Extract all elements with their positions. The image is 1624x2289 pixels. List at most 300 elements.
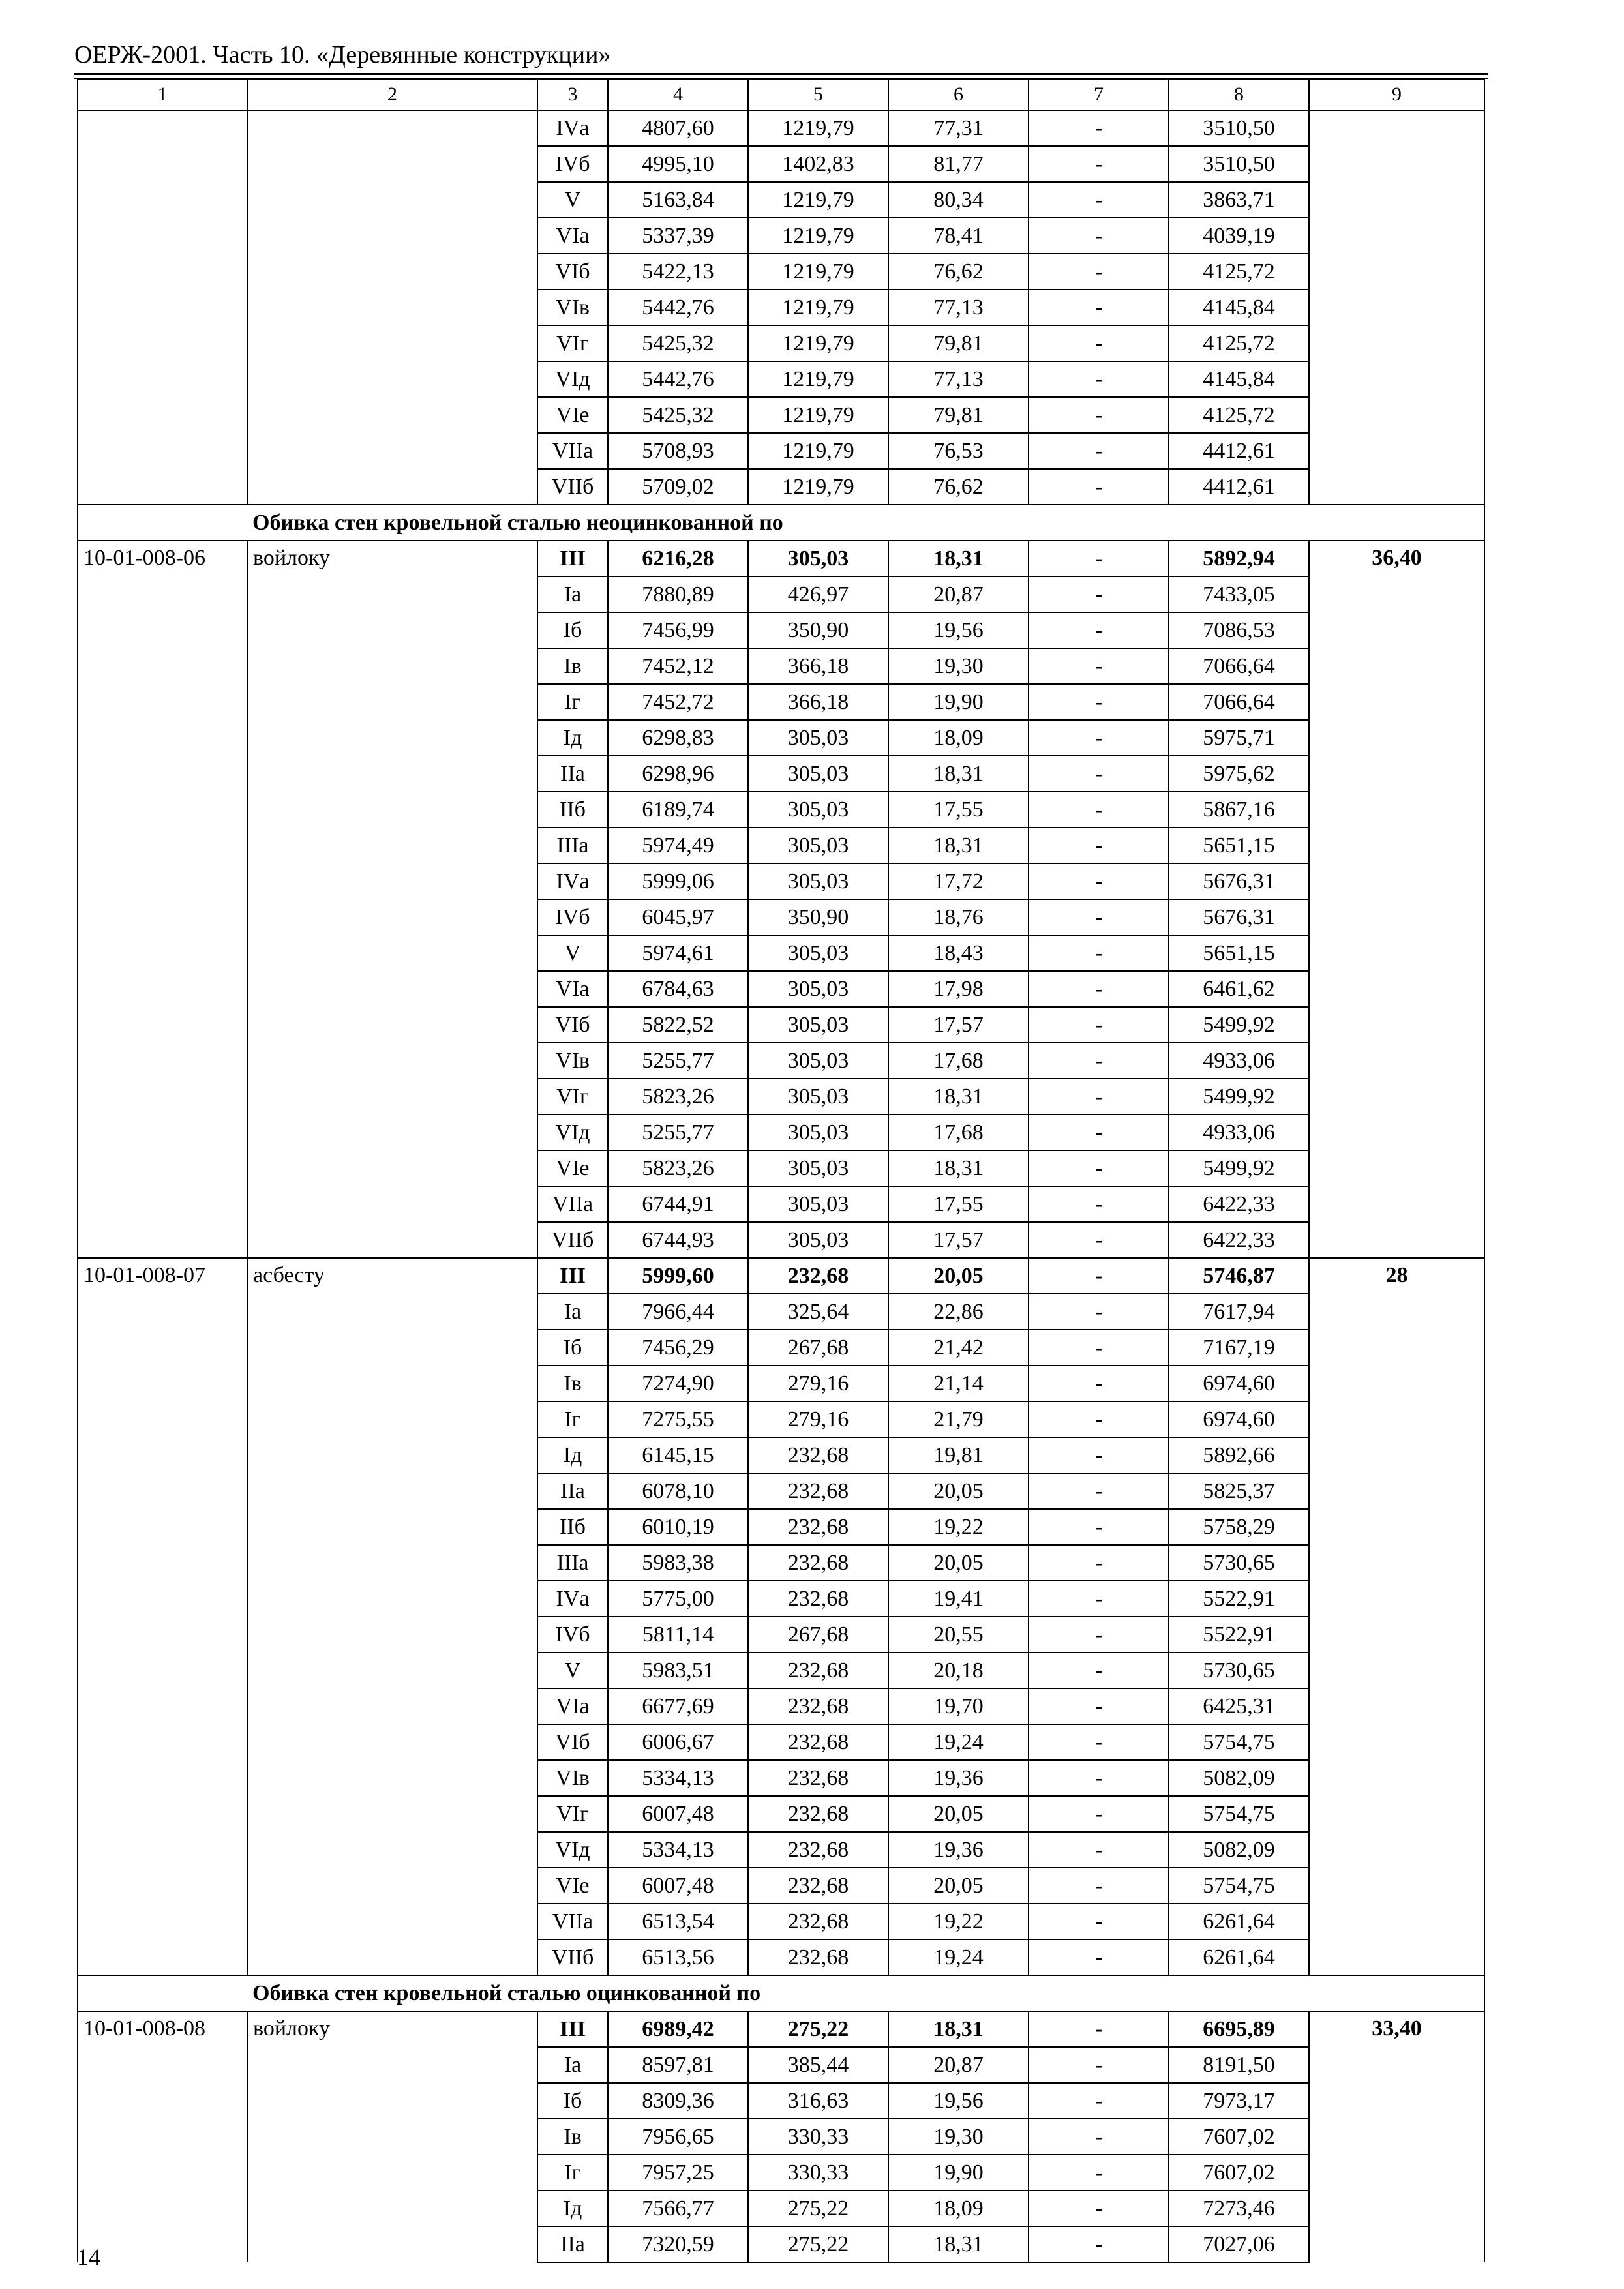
column-header: 8 [1169, 79, 1309, 110]
machine-cost: 19,24 [888, 1724, 1029, 1760]
material-cost: 7066,64 [1169, 648, 1309, 684]
machine-cost: 76,53 [888, 433, 1029, 469]
labor-cost: 1219,79 [748, 254, 888, 290]
labor-cost: 385,44 [748, 2047, 888, 2083]
material-cost: 4412,61 [1169, 469, 1309, 505]
total-cost: 6298,83 [608, 720, 748, 756]
total-cost: 7966,44 [608, 1294, 748, 1330]
machine-cost: 18,31 [888, 541, 1029, 576]
driver-wage: - [1029, 1904, 1169, 1939]
material-cost: 5082,09 [1169, 1832, 1309, 1868]
material-cost: 7607,02 [1169, 2119, 1309, 2155]
item-code [78, 110, 247, 505]
total-cost: 7452,12 [608, 648, 748, 684]
driver-wage: - [1029, 720, 1169, 756]
zone-code: Iа [537, 2047, 608, 2083]
machine-cost: 77,31 [888, 110, 1029, 146]
material-cost: 7027,06 [1169, 2226, 1309, 2262]
zone-code: Iв [537, 2119, 608, 2155]
total-cost: 6189,74 [608, 792, 748, 828]
total-cost: 5425,32 [608, 397, 748, 433]
total-cost: 5337,39 [608, 218, 748, 254]
labor-cost: 232,68 [748, 1868, 888, 1904]
labor-cost: 232,68 [748, 1796, 888, 1832]
material-cost: 4933,06 [1169, 1115, 1309, 1150]
zone-code: VIIб [537, 1222, 608, 1258]
labor-cost: 305,03 [748, 1115, 888, 1150]
zone-code: VIа [537, 971, 608, 1007]
machine-cost: 19,81 [888, 1437, 1029, 1473]
total-cost: 7452,72 [608, 684, 748, 720]
driver-wage: - [1029, 1330, 1169, 1366]
zone-code: Iд [537, 720, 608, 756]
zone-code: III [537, 2011, 608, 2047]
table-row [78, 541, 1484, 576]
total-cost: 7956,65 [608, 2119, 748, 2155]
column-header: 4 [608, 79, 748, 110]
material-cost: 4039,19 [1169, 218, 1309, 254]
labor-cost: 305,03 [748, 1043, 888, 1079]
machine-cost: 20,18 [888, 1653, 1029, 1688]
zone-code: IVа [537, 863, 608, 899]
labor-cost: 1219,79 [748, 397, 888, 433]
zone-code: IIIа [537, 1545, 608, 1581]
zone-code: V [537, 935, 608, 971]
total-cost: 6145,15 [608, 1437, 748, 1473]
labor-cost: 1219,79 [748, 182, 888, 218]
driver-wage: - [1029, 1796, 1169, 1832]
material-cost: 4145,84 [1169, 361, 1309, 397]
driver-wage: - [1029, 1401, 1169, 1437]
labor-cost: 275,22 [748, 2011, 888, 2047]
machine-cost: 22,86 [888, 1294, 1029, 1330]
total-cost: 6744,93 [608, 1222, 748, 1258]
section-blank-cell [1309, 505, 1484, 541]
driver-wage: - [1029, 1760, 1169, 1796]
item-code: 10-01-008-08 [78, 2011, 247, 2262]
driver-wage: - [1029, 684, 1169, 720]
labor-cost: 232,68 [748, 1473, 888, 1509]
labor-cost: 232,68 [748, 1724, 888, 1760]
driver-wage: - [1029, 361, 1169, 397]
driver-wage: - [1029, 971, 1169, 1007]
labor-cost: 232,68 [748, 1832, 888, 1868]
machine-cost: 79,81 [888, 397, 1029, 433]
driver-wage: - [1029, 290, 1169, 325]
item-code: 10-01-008-06 [78, 541, 247, 1258]
total-cost: 6010,19 [608, 1509, 748, 1545]
machine-cost: 21,42 [888, 1330, 1029, 1366]
section-title-row [78, 1975, 1484, 2011]
total-cost: 6784,63 [608, 971, 748, 1007]
driver-wage: - [1029, 1437, 1169, 1473]
material-cost: 5499,92 [1169, 1150, 1309, 1186]
total-cost: 6513,56 [608, 1939, 748, 1975]
labor-cost: 232,68 [748, 1760, 888, 1796]
labor-cost: 1219,79 [748, 433, 888, 469]
total-cost: 6045,97 [608, 899, 748, 935]
page-number: 14 [77, 2244, 100, 2270]
machine-cost: 20,55 [888, 1617, 1029, 1653]
machine-cost: 19,30 [888, 648, 1029, 684]
table-body [78, 79, 1484, 2262]
material-cost: 4933,06 [1169, 1043, 1309, 1079]
total-cost: 5708,93 [608, 433, 748, 469]
driver-wage: - [1029, 541, 1169, 576]
section-title: Обивка стен кровельной сталью неоцинкованной по [247, 505, 1309, 541]
labor-cost: 305,03 [748, 971, 888, 1007]
driver-wage: - [1029, 1939, 1169, 1975]
zone-code: VIа [537, 218, 608, 254]
machine-cost: 21,14 [888, 1366, 1029, 1401]
zone-code: Iг [537, 2155, 608, 2191]
zone-code: VIг [537, 1079, 608, 1115]
material-cost: 5082,09 [1169, 1760, 1309, 1796]
driver-wage: - [1029, 612, 1169, 648]
material-cost: 5651,15 [1169, 828, 1309, 863]
driver-wage: - [1029, 2011, 1169, 2047]
material-cost: 5522,91 [1169, 1581, 1309, 1617]
total-cost: 7566,77 [608, 2191, 748, 2226]
section-blank-cell [78, 505, 247, 541]
total-cost: 5709,02 [608, 469, 748, 505]
material-cost: 6974,60 [1169, 1401, 1309, 1437]
table-row [78, 110, 1484, 146]
machine-cost: 18,31 [888, 1150, 1029, 1186]
labor-cost: 232,68 [748, 1509, 888, 1545]
driver-wage: - [1029, 433, 1169, 469]
zone-code: IVб [537, 899, 608, 935]
price-table [77, 78, 1485, 2263]
machine-cost: 20,87 [888, 576, 1029, 612]
zone-code: IIа [537, 756, 608, 792]
driver-wage: - [1029, 469, 1169, 505]
zone-code: V [537, 182, 608, 218]
total-cost: 6007,48 [608, 1868, 748, 1904]
machine-cost: 17,72 [888, 863, 1029, 899]
driver-wage: - [1029, 1617, 1169, 1653]
machine-cost: 18,31 [888, 1079, 1029, 1115]
machine-cost: 18,31 [888, 828, 1029, 863]
zone-code: VIб [537, 1007, 608, 1043]
labor-cost: 1219,79 [748, 110, 888, 146]
material-cost: 3510,50 [1169, 146, 1309, 182]
material-cost: 5754,75 [1169, 1724, 1309, 1760]
total-cost: 4995,10 [608, 146, 748, 182]
item-name: асбесту [247, 1258, 537, 1975]
item-name [247, 110, 537, 505]
driver-wage: - [1029, 828, 1169, 863]
machine-cost: 19,90 [888, 684, 1029, 720]
zone-code: VIд [537, 361, 608, 397]
machine-cost: 19,56 [888, 2083, 1029, 2119]
driver-wage: - [1029, 756, 1169, 792]
driver-wage: - [1029, 1294, 1169, 1330]
labor-cost: 232,68 [748, 1939, 888, 1975]
header-rule [74, 73, 1488, 75]
zone-code: IVб [537, 146, 608, 182]
zone-code: VIIб [537, 1939, 608, 1975]
column-header: 6 [888, 79, 1029, 110]
total-cost: 5425,32 [608, 325, 748, 361]
material-cost: 7607,02 [1169, 2155, 1309, 2191]
labor-cost: 305,03 [748, 1079, 888, 1115]
total-cost: 7275,55 [608, 1401, 748, 1437]
material-cost: 8191,50 [1169, 2047, 1309, 2083]
zone-code: Iа [537, 576, 608, 612]
labor-cost: 305,03 [748, 792, 888, 828]
total-cost: 7456,29 [608, 1330, 748, 1366]
table-row [78, 2011, 1484, 2047]
machine-cost: 18,31 [888, 2226, 1029, 2262]
machine-cost: 18,76 [888, 899, 1029, 935]
material-cost: 7066,64 [1169, 684, 1309, 720]
zone-code: VIIб [537, 469, 608, 505]
material-cost: 7973,17 [1169, 2083, 1309, 2119]
item-name: войлоку [247, 2011, 537, 2262]
labor-cost: 267,68 [748, 1617, 888, 1653]
driver-wage: - [1029, 1868, 1169, 1904]
machine-cost: 19,90 [888, 2155, 1029, 2191]
machine-cost: 17,57 [888, 1007, 1029, 1043]
material-cost: 4412,61 [1169, 433, 1309, 469]
total-cost: 5823,26 [608, 1079, 748, 1115]
labor-cost: 305,03 [748, 541, 888, 576]
material-cost: 4125,72 [1169, 325, 1309, 361]
material-cost: 3863,71 [1169, 182, 1309, 218]
labor-cost: 1219,79 [748, 469, 888, 505]
column-header: 1 [78, 79, 247, 110]
material-cost: 5758,29 [1169, 1509, 1309, 1545]
total-cost: 6216,28 [608, 541, 748, 576]
material-cost: 6425,31 [1169, 1688, 1309, 1724]
total-cost: 6744,91 [608, 1186, 748, 1222]
total-cost: 5775,00 [608, 1581, 748, 1617]
material-cost: 6695,89 [1169, 2011, 1309, 2047]
material-cost: 7086,53 [1169, 612, 1309, 648]
driver-wage: - [1029, 1366, 1169, 1401]
zone-code: IIб [537, 792, 608, 828]
machine-cost: 20,87 [888, 2047, 1029, 2083]
driver-wage: - [1029, 2191, 1169, 2226]
machine-cost: 20,05 [888, 1545, 1029, 1581]
machine-cost: 77,13 [888, 290, 1029, 325]
zone-code: Iа [537, 1294, 608, 1330]
material-cost: 6422,33 [1169, 1186, 1309, 1222]
material-cost: 6974,60 [1169, 1366, 1309, 1401]
machine-cost: 17,55 [888, 792, 1029, 828]
driver-wage: - [1029, 1222, 1169, 1258]
labor-cost: 305,03 [748, 863, 888, 899]
labor-cost: 366,18 [748, 648, 888, 684]
section-blank-cell [1309, 1975, 1484, 2011]
zone-code: IVб [537, 1617, 608, 1653]
material-cost: 5746,87 [1169, 1258, 1309, 1294]
machine-cost: 20,05 [888, 1796, 1029, 1832]
driver-wage: - [1029, 1653, 1169, 1688]
total-cost: 7456,99 [608, 612, 748, 648]
material-cost: 5730,65 [1169, 1653, 1309, 1688]
labor-cost: 232,68 [748, 1653, 888, 1688]
zone-code: VIг [537, 1796, 608, 1832]
driver-wage: - [1029, 1545, 1169, 1581]
labor-cost: 275,22 [748, 2226, 888, 2262]
material-cost: 5676,31 [1169, 863, 1309, 899]
labor-cost: 305,03 [748, 935, 888, 971]
labor-cost: 279,16 [748, 1401, 888, 1437]
machine-cost: 76,62 [888, 469, 1029, 505]
total-cost: 5974,49 [608, 828, 748, 863]
labor-cost: 1219,79 [748, 325, 888, 361]
column-number-row [78, 79, 1484, 110]
zone-code: IIIа [537, 828, 608, 863]
material-cost: 6261,64 [1169, 1939, 1309, 1975]
zone-code: Iв [537, 1366, 608, 1401]
driver-wage: - [1029, 792, 1169, 828]
machine-cost: 20,05 [888, 1258, 1029, 1294]
driver-wage: - [1029, 1007, 1169, 1043]
total-cost: 7320,59 [608, 2226, 748, 2262]
zone-code: VIд [537, 1115, 608, 1150]
zone-code: Iг [537, 684, 608, 720]
total-cost: 5983,38 [608, 1545, 748, 1581]
zone-code: Iб [537, 612, 608, 648]
material-cost: 5499,92 [1169, 1007, 1309, 1043]
item-code: 10-01-008-07 [78, 1258, 247, 1975]
machine-cost: 17,68 [888, 1115, 1029, 1150]
labor-cost: 330,33 [748, 2119, 888, 2155]
total-cost: 5334,13 [608, 1760, 748, 1796]
labor-cost: 305,03 [748, 1150, 888, 1186]
column-header: 7 [1029, 79, 1169, 110]
total-cost: 5811,14 [608, 1617, 748, 1653]
section-blank-cell [78, 1975, 247, 2011]
total-cost: 6298,96 [608, 756, 748, 792]
driver-wage: - [1029, 899, 1169, 935]
total-cost: 4807,60 [608, 110, 748, 146]
driver-wage: - [1029, 1724, 1169, 1760]
labor-cost: 305,03 [748, 1007, 888, 1043]
zone-code: IVа [537, 1581, 608, 1617]
machine-cost: 17,68 [888, 1043, 1029, 1079]
labor-cost: 350,90 [748, 899, 888, 935]
labor-cost: 232,68 [748, 1258, 888, 1294]
driver-wage: - [1029, 182, 1169, 218]
machine-cost: 81,77 [888, 146, 1029, 182]
driver-wage: - [1029, 1258, 1169, 1294]
total-cost: 7880,89 [608, 576, 748, 612]
zone-code: Iг [537, 1401, 608, 1437]
driver-wage: - [1029, 935, 1169, 971]
zone-code: Iв [537, 648, 608, 684]
material-cost: 5867,16 [1169, 792, 1309, 828]
driver-wage: - [1029, 1150, 1169, 1186]
zone-code: Iб [537, 1330, 608, 1366]
driver-wage: - [1029, 146, 1169, 182]
zone-code: Iд [537, 1437, 608, 1473]
machine-cost: 21,79 [888, 1401, 1029, 1437]
labor-cost: 305,03 [748, 720, 888, 756]
machine-cost: 18,43 [888, 935, 1029, 971]
labor-cost: 232,68 [748, 1688, 888, 1724]
labor-cost: 267,68 [748, 1330, 888, 1366]
zone-code: VIIа [537, 433, 608, 469]
material-cost: 3510,50 [1169, 110, 1309, 146]
machine-cost: 19,56 [888, 612, 1029, 648]
machine-cost: 18,31 [888, 756, 1029, 792]
driver-wage: - [1029, 254, 1169, 290]
machine-cost: 17,57 [888, 1222, 1029, 1258]
zone-code: VIв [537, 1043, 608, 1079]
driver-wage: - [1029, 218, 1169, 254]
zone-code: IVа [537, 110, 608, 146]
driver-wage: - [1029, 576, 1169, 612]
labor-cost: 330,33 [748, 2155, 888, 2191]
zone-code: IIа [537, 1473, 608, 1509]
machine-cost: 20,05 [888, 1473, 1029, 1509]
material-cost: 5975,71 [1169, 720, 1309, 756]
labor-cost: 1219,79 [748, 361, 888, 397]
column-header: 5 [748, 79, 888, 110]
labor-cost: 325,64 [748, 1294, 888, 1330]
material-cost: 5754,75 [1169, 1796, 1309, 1832]
total-cost: 7957,25 [608, 2155, 748, 2191]
machine-cost: 19,24 [888, 1939, 1029, 1975]
driver-wage: - [1029, 2047, 1169, 2083]
material-cost: 5825,37 [1169, 1473, 1309, 1509]
zone-code: VIе [537, 1150, 608, 1186]
labor-cost: 316,63 [748, 2083, 888, 2119]
machine-cost: 78,41 [888, 218, 1029, 254]
material-cost: 7617,94 [1169, 1294, 1309, 1330]
total-cost: 5442,76 [608, 361, 748, 397]
labor-cost: 426,97 [748, 576, 888, 612]
total-cost: 5823,26 [608, 1150, 748, 1186]
driver-wage: - [1029, 1079, 1169, 1115]
item-name: войлоку [247, 541, 537, 1258]
labor-hours: 33,40 [1309, 2011, 1484, 2262]
machine-cost: 19,36 [888, 1832, 1029, 1868]
total-cost: 6006,67 [608, 1724, 748, 1760]
table-row [78, 1258, 1484, 1294]
labor-cost: 366,18 [748, 684, 888, 720]
driver-wage: - [1029, 1186, 1169, 1222]
machine-cost: 76,62 [888, 254, 1029, 290]
zone-code: VIIа [537, 1904, 608, 1939]
driver-wage: - [1029, 397, 1169, 433]
machine-cost: 18,31 [888, 2011, 1029, 2047]
material-cost: 5730,65 [1169, 1545, 1309, 1581]
driver-wage: - [1029, 325, 1169, 361]
total-cost: 5422,13 [608, 254, 748, 290]
material-cost: 5754,75 [1169, 1868, 1309, 1904]
material-cost: 5522,91 [1169, 1617, 1309, 1653]
material-cost: 4125,72 [1169, 254, 1309, 290]
total-cost: 6989,42 [608, 2011, 748, 2047]
zone-code: VIб [537, 254, 608, 290]
driver-wage: - [1029, 2119, 1169, 2155]
zone-code: VIб [537, 1724, 608, 1760]
driver-wage: - [1029, 863, 1169, 899]
total-cost: 5334,13 [608, 1832, 748, 1868]
machine-cost: 17,55 [888, 1186, 1029, 1222]
driver-wage: - [1029, 1043, 1169, 1079]
material-cost: 4125,72 [1169, 397, 1309, 433]
machine-cost: 19,36 [888, 1760, 1029, 1796]
total-cost: 5255,77 [608, 1115, 748, 1150]
zone-code: IIб [537, 1509, 608, 1545]
total-cost: 6078,10 [608, 1473, 748, 1509]
